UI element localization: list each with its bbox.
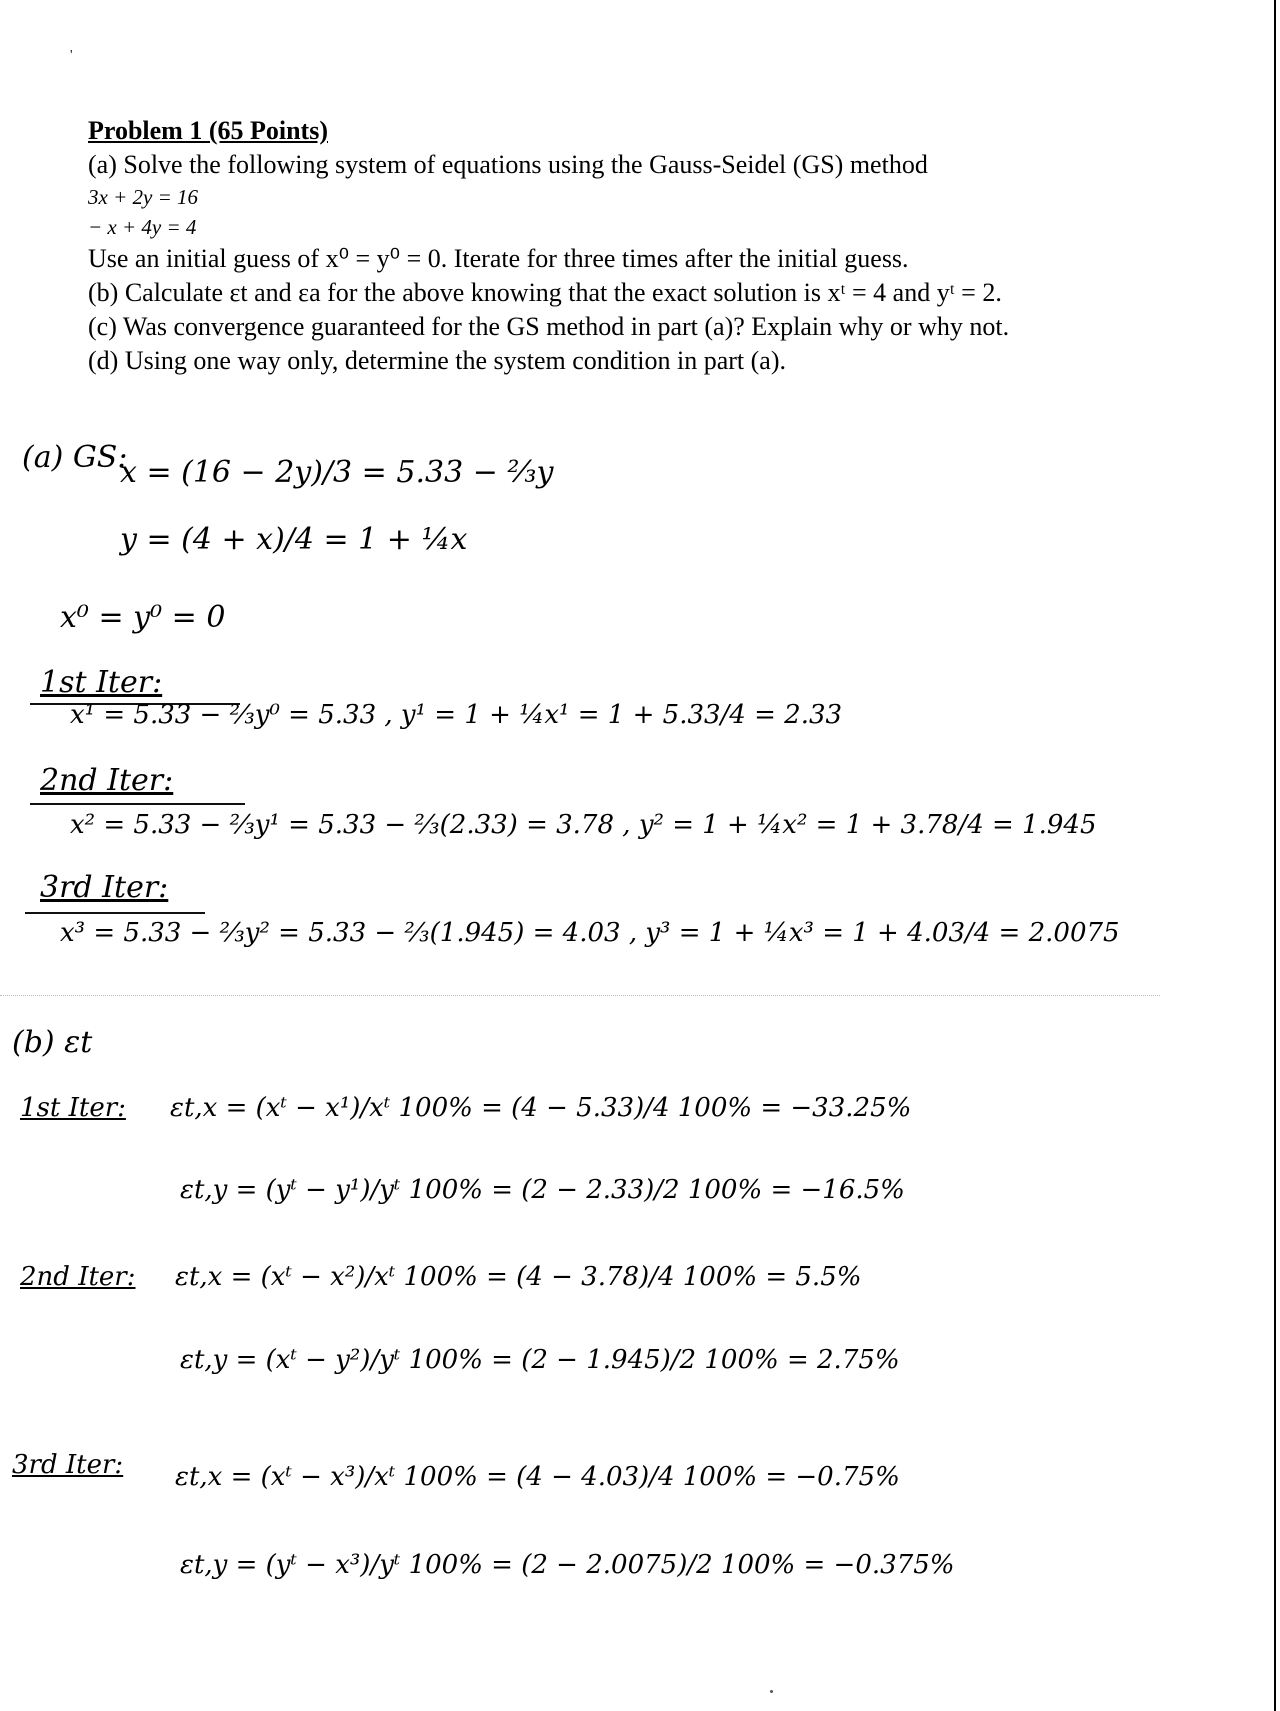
b-iter3-label: 3rd Iter: (12, 1450, 124, 1480)
x-formula: x = (16 − 2y)/3 = 5.33 − ⅔y (120, 455, 554, 490)
iter2-underline (30, 803, 245, 805)
iter3-work: x³ = 5.33 − ⅔y² = 5.33 − ⅔(1.945) = 4.03 , y³ = 1 + ¼x³ = 1 + 4.03/4 = 2.0075 (60, 918, 1120, 948)
scan-mark: ' (70, 48, 73, 63)
b-iter1-label: 1st Iter: (20, 1093, 126, 1123)
b-iter3-x: εt,x = (xᵗ − x³)/xᵗ 100% = (4 − 4.03)/4 100% = −0.75% (175, 1462, 900, 1492)
equation-2: − x + 4y = 4 (88, 215, 197, 239)
scan-edge-line (1274, 0, 1276, 1711)
problem-heading: Problem 1 (65 Points) (88, 116, 328, 145)
b-iter2-label: 2nd Iter: (20, 1262, 136, 1292)
b-iter2-y: εt,y = (xᵗ − y²)/yᵗ 100% = (2 − 1.945)/2 100% = 2.75% (180, 1345, 900, 1375)
part-b-text: (b) Calculate εt and εa for the above knowing that the exact solution is xᵗ = 4 and yᵗ = 2. (88, 278, 1002, 307)
part-a-text: (a) Solve the following system of equations using the Gauss-Seidel (GS) method (88, 150, 928, 179)
faint-separator (0, 995, 1160, 996)
initial-guess-text: Use an initial guess of x⁰ = y⁰ = 0. Iterate for three times after the initial guess. (88, 244, 909, 273)
b-iter1-y: εt,y = (yᵗ − y¹)/yᵗ 100% = (2 − 2.33)/2 100% = −16.5% (180, 1175, 905, 1205)
initial-values: x⁰ = y⁰ = 0 (60, 600, 226, 635)
b-iter1-x: εt,x = (xᵗ − x¹)/xᵗ 100% = (4 − 5.33)/4 100% = −33.25% (170, 1093, 912, 1123)
problem-statement (88, 114, 1128, 378)
solution-a-label: (a) GS: (22, 440, 128, 475)
iter1-work: x¹ = 5.33 − ⅔y⁰ = 5.33 , y¹ = 1 + ¼x¹ = 1 + 5.33/4 = 2.33 (70, 700, 843, 730)
iter2-work: x² = 5.33 − ⅔y¹ = 5.33 − ⅔(2.33) = 3.78 , y² = 1 + ¼x² = 1 + 3.78/4 = 1.945 (70, 810, 1097, 840)
y-formula: y = (4 + x)/4 = 1 + ¼x (120, 522, 468, 557)
iter3-underline (25, 912, 205, 914)
b-iter2-x: εt,x = (xᵗ − x²)/xᵗ 100% = (4 − 3.78)/4 100% = 5.5% (175, 1262, 862, 1292)
part-c-text: (c) Was convergence guaranteed for the GS method in part (a)? Explain why or why not. (88, 312, 1010, 341)
iter2-label: 2nd Iter: (40, 763, 174, 798)
scan-dot (770, 1690, 773, 1693)
part-d-text: (d) Using one way only, determine the system condition in part (a). (88, 346, 786, 375)
solution-b-label: (b) εt (12, 1025, 93, 1060)
iter1-label: 1st Iter: (40, 665, 163, 700)
b-iter3-y: εt,y = (yᵗ − x³)/yᵗ 100% = (2 − 2.0075)/2 100% = −0.375% (180, 1550, 955, 1580)
equation-1: 3x + 2y = 16 (88, 185, 198, 209)
iter3-label: 3rd Iter: (40, 870, 169, 905)
